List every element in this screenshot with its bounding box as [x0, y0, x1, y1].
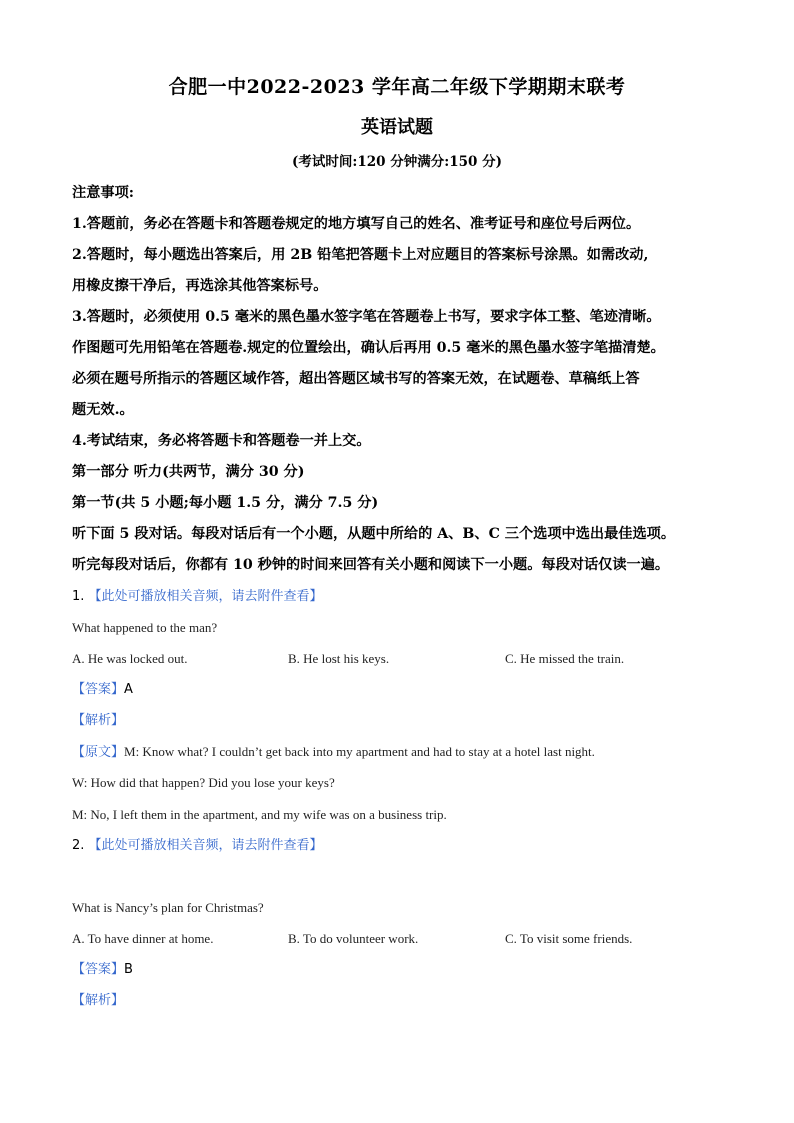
- question-2-analysis: [72, 992, 124, 1010]
- question-1-option-a: A. He was locked out.: [72, 651, 188, 666]
- answer-value: A: [124, 682, 133, 697]
- notice-line: 作图题可先用铅笔在答题卷.规定的位置绘出，确认后再用 0.5 毫米的黑色墨水签字笔描清楚。: [72, 340, 665, 356]
- question-1-option-c: C. He missed the train.: [505, 651, 625, 666]
- question-2-option-a: A. To have dinner at home.: [72, 931, 214, 946]
- analysis-label: 【解析】: [72, 993, 125, 1008]
- question-1-transcript-line: [72, 743, 595, 762]
- notice-line: 1.答题前，务必在答题卡和答题卷规定的地方填写自己的姓名、准考证号和座位号后两位。: [72, 216, 641, 232]
- section1-heading: 第一节(共 5 小题;每小题 1.5 分，满分 7.5 分): [72, 495, 379, 511]
- question-1-option-b: B. He lost his keys.: [288, 651, 390, 666]
- question-1-transcript-line: M: No, I left them in the apartment, and my wife was on a business trip.: [72, 807, 447, 822]
- subject-title: 英语试题: [361, 117, 433, 138]
- question-1-answer: [72, 681, 133, 699]
- question-1-header: [72, 588, 323, 606]
- question-2-option-b: B. To do volunteer work.: [288, 931, 419, 946]
- question-number: 1.: [72, 589, 85, 604]
- question-number: 2.: [72, 838, 85, 853]
- instruction-line: 听下面 5 段对话。每段对话后有一个小题，从题中所给的 A、B、C 三个选项中选出最佳选项。: [72, 526, 676, 542]
- notice-line: 2.答题时，每小题选出答案后，用 2B 铅笔把答题卡上对应题目的答案标号涂黑。如需改动,: [72, 247, 649, 263]
- part1-heading: 第一部分 听力(共两节，满分 30 分): [72, 464, 305, 480]
- transcript-label: 【原文】: [72, 745, 125, 760]
- question-1-text: What happened to the man?: [72, 620, 218, 635]
- transcript-text: M: Know what? I couldn’t get back into my apartment and had to stay at a hotel last night.: [124, 744, 595, 759]
- exam-time: (考试时间:120 分钟满分:150 分): [291, 154, 502, 170]
- notice-line: 4.考试结束，务必将答题卡和答题卷一并上交。: [72, 433, 371, 449]
- answer-value: B: [124, 962, 133, 977]
- answer-label: 【答案】: [72, 682, 125, 697]
- notice-line: 3.答题时，必须使用 0.5 毫米的黑色墨水签字笔在答题卷上书写，要求字体工整、笔迹清晰。: [72, 309, 661, 325]
- question-2-text: What is Nancy’s plan for Christmas?: [72, 900, 264, 915]
- question-1-analysis: [72, 712, 124, 730]
- question-2-answer: [72, 961, 133, 979]
- question-1-transcript-line: W: How did that happen? Did you lose your keys?: [72, 775, 335, 790]
- notice-line: 必须在题号所指示的答题区域作答，超出答题区域书写的答案无效，在试题卷、草稿纸上答: [72, 371, 640, 387]
- instruction-line: 听完每段对话后，你都有 10 秒钟的时间来回答有关小题和阅读下一小题。每段对话仅读一遍。: [72, 557, 670, 573]
- exam-title: 合肥一中2022-2023 学年高二年级下学期期末联考: [168, 76, 626, 98]
- notice-line: 题无效.。: [72, 402, 134, 418]
- analysis-label: 【解析】: [72, 713, 125, 728]
- audio-note: 【此处可播放相关音频，请去附件查看】: [88, 838, 323, 853]
- question-2-header: [72, 837, 323, 855]
- answer-label: 【答案】: [72, 962, 125, 977]
- audio-note: 【此处可播放相关音频，请去附件查看】: [88, 589, 323, 604]
- question-2-option-c: C. To visit some friends.: [505, 931, 633, 946]
- notice-line: 用橡皮擦干净后，再选涂其他答案标号。: [72, 278, 328, 294]
- notice-heading: 注意事项:: [72, 185, 134, 201]
